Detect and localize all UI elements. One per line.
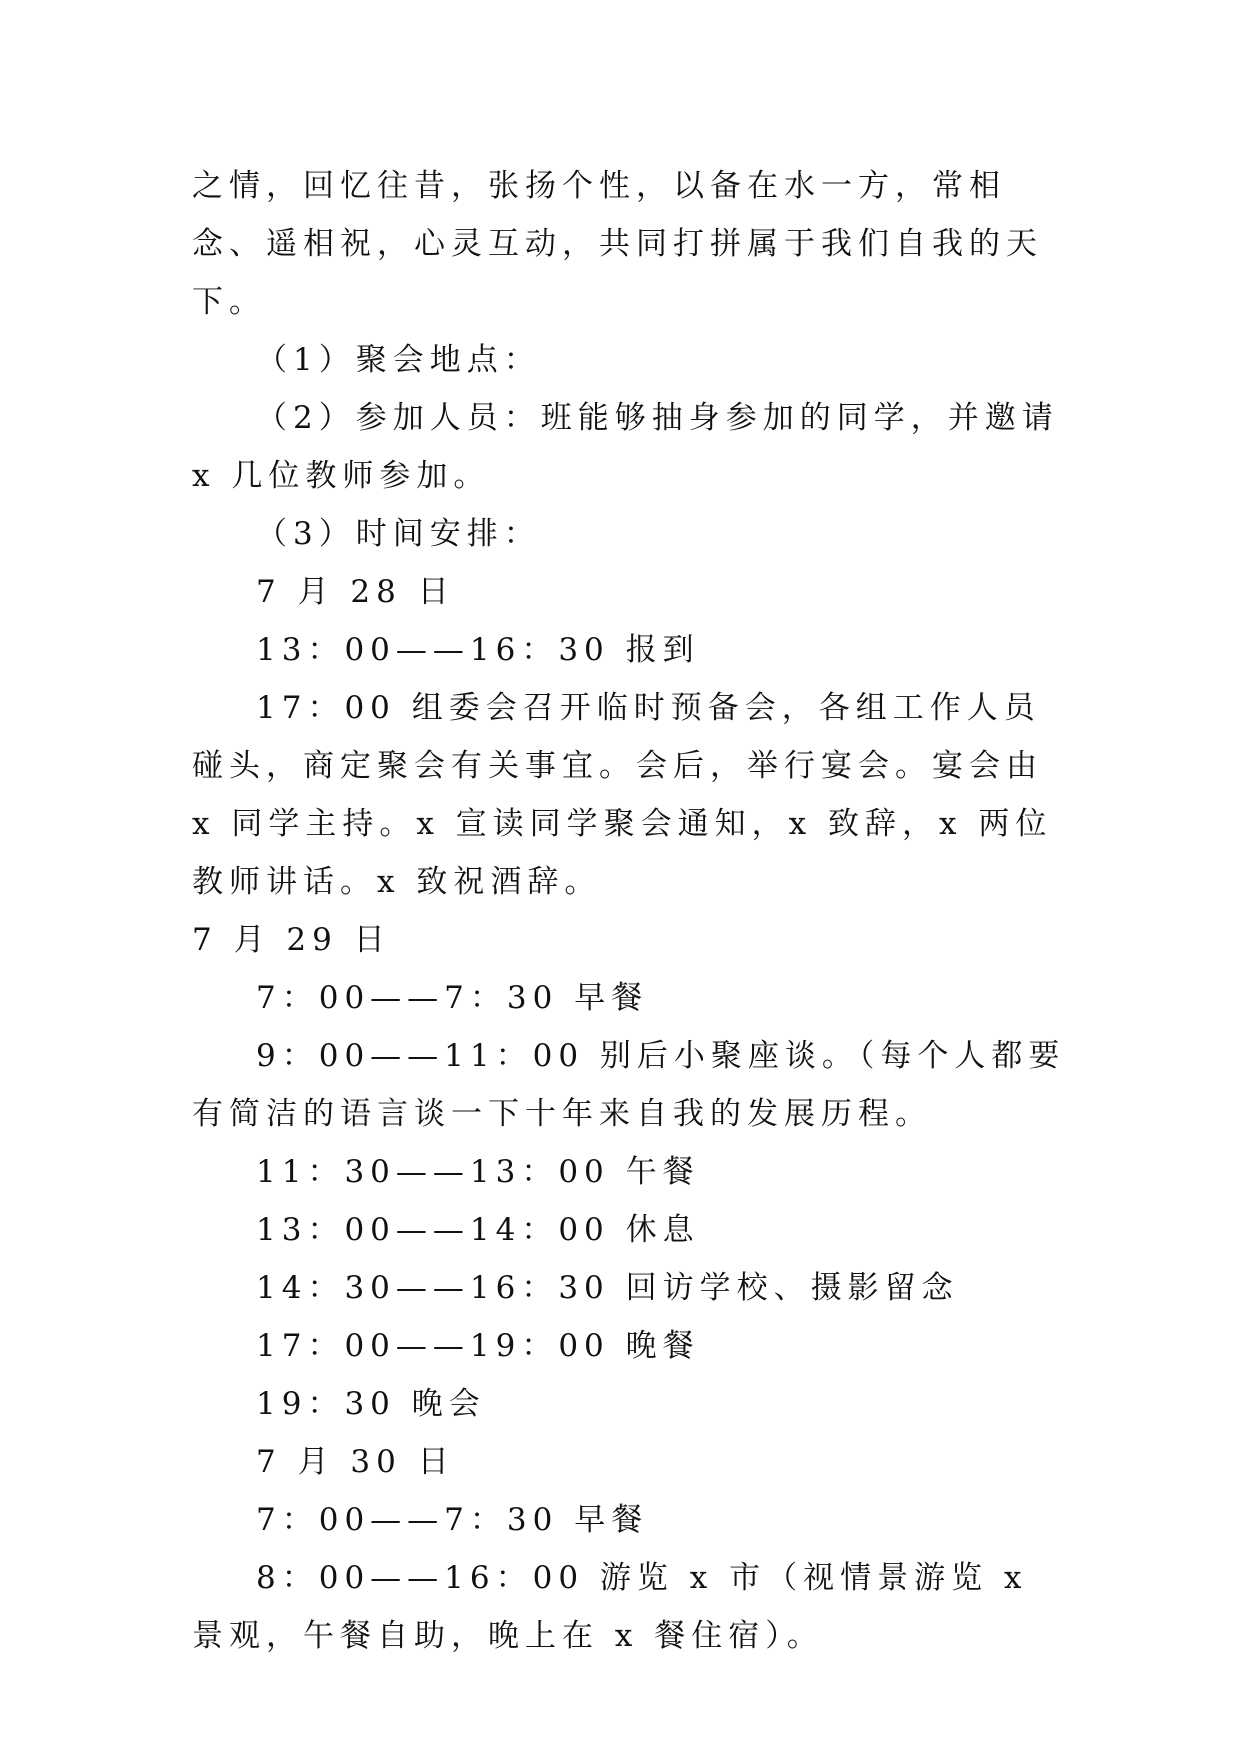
schedule-entry: 7：00——7：30 早餐 [256, 980, 649, 1016]
schedule-entry: 13：00——14：00 休息 [256, 1212, 700, 1248]
document-body [192, 157, 1072, 1665]
schedule-date: 7 月 28 日 [256, 574, 455, 610]
schedule-entry: 13：00——16：30 报到 [256, 632, 700, 668]
schedule-entry: 17：00 组委会召开临时预备会，各组工作人员碰头，商定聚会有关事宜。会后，举行宴会。宴会由 x 同学主持。x 宣读同学聚会通知，x 致辞，x 两位教师讲话。x 致祝酒辞。 [192, 690, 1053, 900]
schedule-entry: 9：00——11：00 别后小聚座谈。（每个人都要有简洁的语言谈一下十年来自我的发展历程。 [192, 1038, 1066, 1132]
schedule-date: 7 月 30 日 [256, 1444, 455, 1480]
schedule-entry: 8：00——16：00 游览 x 市（视情景游览 x 景观，午餐自助，晚上在 x 餐住宿）。 [192, 1560, 1028, 1654]
venue-item: （1）聚会地点： [256, 342, 541, 378]
schedule-entry: 14：30——16：30 回访学校、摄影留念 [256, 1270, 959, 1306]
participants-item: （2）参加人员：班能够抽身参加的同学，并邀请 x 几位教师参加。 [192, 400, 1059, 494]
paragraph: 之情，回忆往昔，张扬个性，以备在水一方，常相念、遥相祝，心灵互动，共同打拼属于我们自我的天下。 [192, 168, 1043, 320]
schedule-heading: （3）时间安排： [256, 516, 541, 552]
schedule-date: 7 月 29 日 [192, 922, 391, 958]
schedule-entry: 7：00——7：30 早餐 [256, 1502, 649, 1538]
schedule-entry: 11：30——13：00 午餐 [256, 1154, 700, 1190]
schedule-entry: 19：30 晚会 [256, 1386, 486, 1422]
schedule-entry: 17：00——19：00 晚餐 [256, 1328, 700, 1364]
